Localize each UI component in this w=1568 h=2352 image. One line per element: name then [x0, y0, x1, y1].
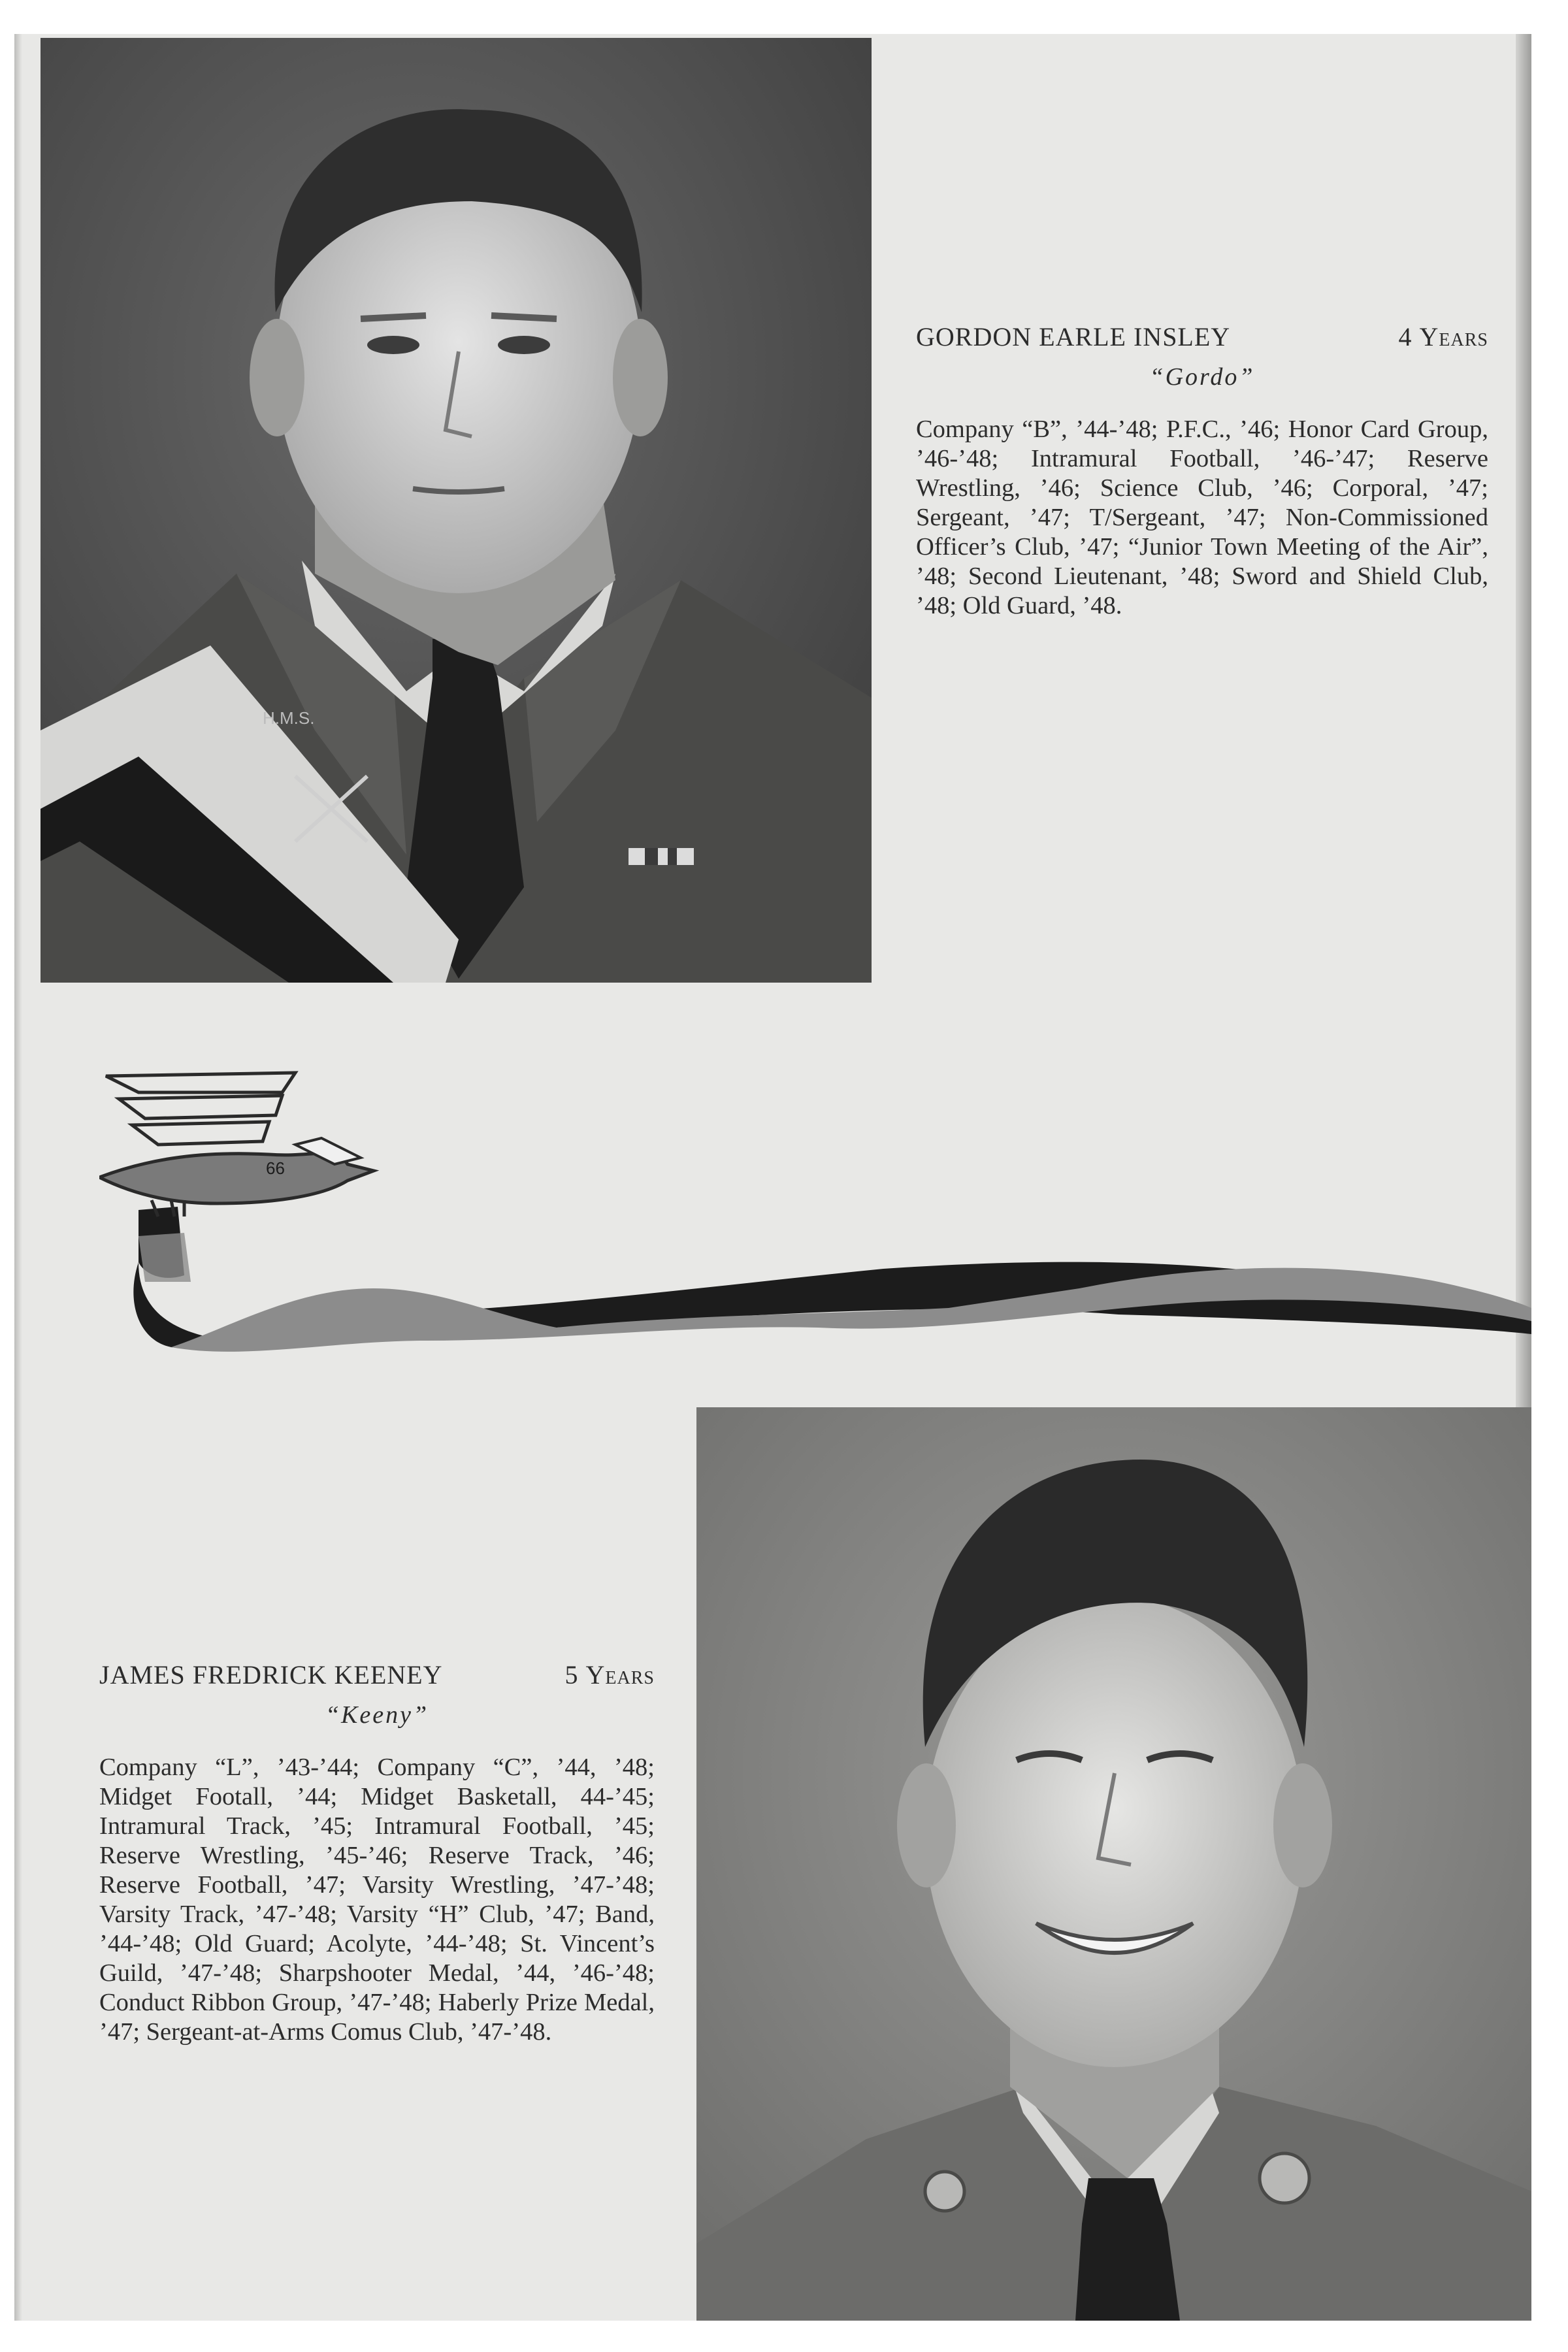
yearbook-page [14, 34, 1531, 2321]
nickname: “Keeny” [325, 1701, 429, 1729]
years-number: 4 [1398, 322, 1413, 351]
portrait-photo-keeney [696, 1407, 1531, 2321]
years-word: Years [1419, 322, 1488, 351]
years-number: 5 [564, 1660, 579, 1690]
eagle-ribbon-ornament [99, 1066, 1531, 1373]
years-attended [1399, 321, 1488, 352]
page-left-shadow [14, 34, 22, 2321]
bio-keeney [99, 1659, 655, 2047]
student-name: GORDON EARLE INSLEY [916, 322, 1231, 351]
activities-list: Company “L”, ’43-’44; Company “C”, ’44, ’48; Midget Footall, ’44; Midget Basketall, 44-’45; Intramural Track, ’45; Intramural Football, ’45; Reserve Wrestling, ’45-’46; Reserve Track, ’46; Reserve Football, ’47; Varsity Wrestling, ’47-’48; Varsity Track, ’47-’48; Varsity “H” Club, ’47; Band, ’44-’48; Old Guard; Acolyte, ’44-’48; St. Vincent’s Guild, ’47-’48; Sharpshooter Medal, ’44, ’46-’48; Conduct Ribbon Group, ’47-’48; Haberly Prize Medal, ’47; Sergeant-at-Arms Comus Club, ’47-’48. [99, 1754, 655, 2046]
eagle-icon [99, 1066, 1531, 1373]
eagle-band-text: 66 [266, 1158, 285, 1178]
bio-insley [916, 321, 1488, 621]
name-line [916, 321, 1488, 352]
portrait-insley-image [41, 38, 872, 983]
years-attended [565, 1659, 655, 1690]
years-word: Years [585, 1660, 655, 1690]
collar-insignia-text: H.M.S. [263, 708, 315, 728]
nickname: “Gordo” [1149, 363, 1255, 391]
name-line [99, 1659, 655, 1690]
student-name: JAMES FREDRICK KEENEY [99, 1660, 443, 1690]
activities-list: Company “B”, ’44-’48; P.F.C., ’46; Honor Card Group, ’46-’48; Intramural Football, ’46-’47; Reserve Wrestling, ’46; Science Club, ’46; Corporal, ’47; Sergeant, ’47; T/Sergeant, ’47; Non-Commissioned Officer’s Club, ’47; “Junior Town Meeting of the Air”, ’48; Second Lieutenant, ’48; Sword and Shield Club, ’48; Old Guard, ’48. [916, 416, 1488, 619]
portrait-keeney-image [696, 1407, 1531, 2321]
portrait-photo-insley [41, 38, 872, 983]
